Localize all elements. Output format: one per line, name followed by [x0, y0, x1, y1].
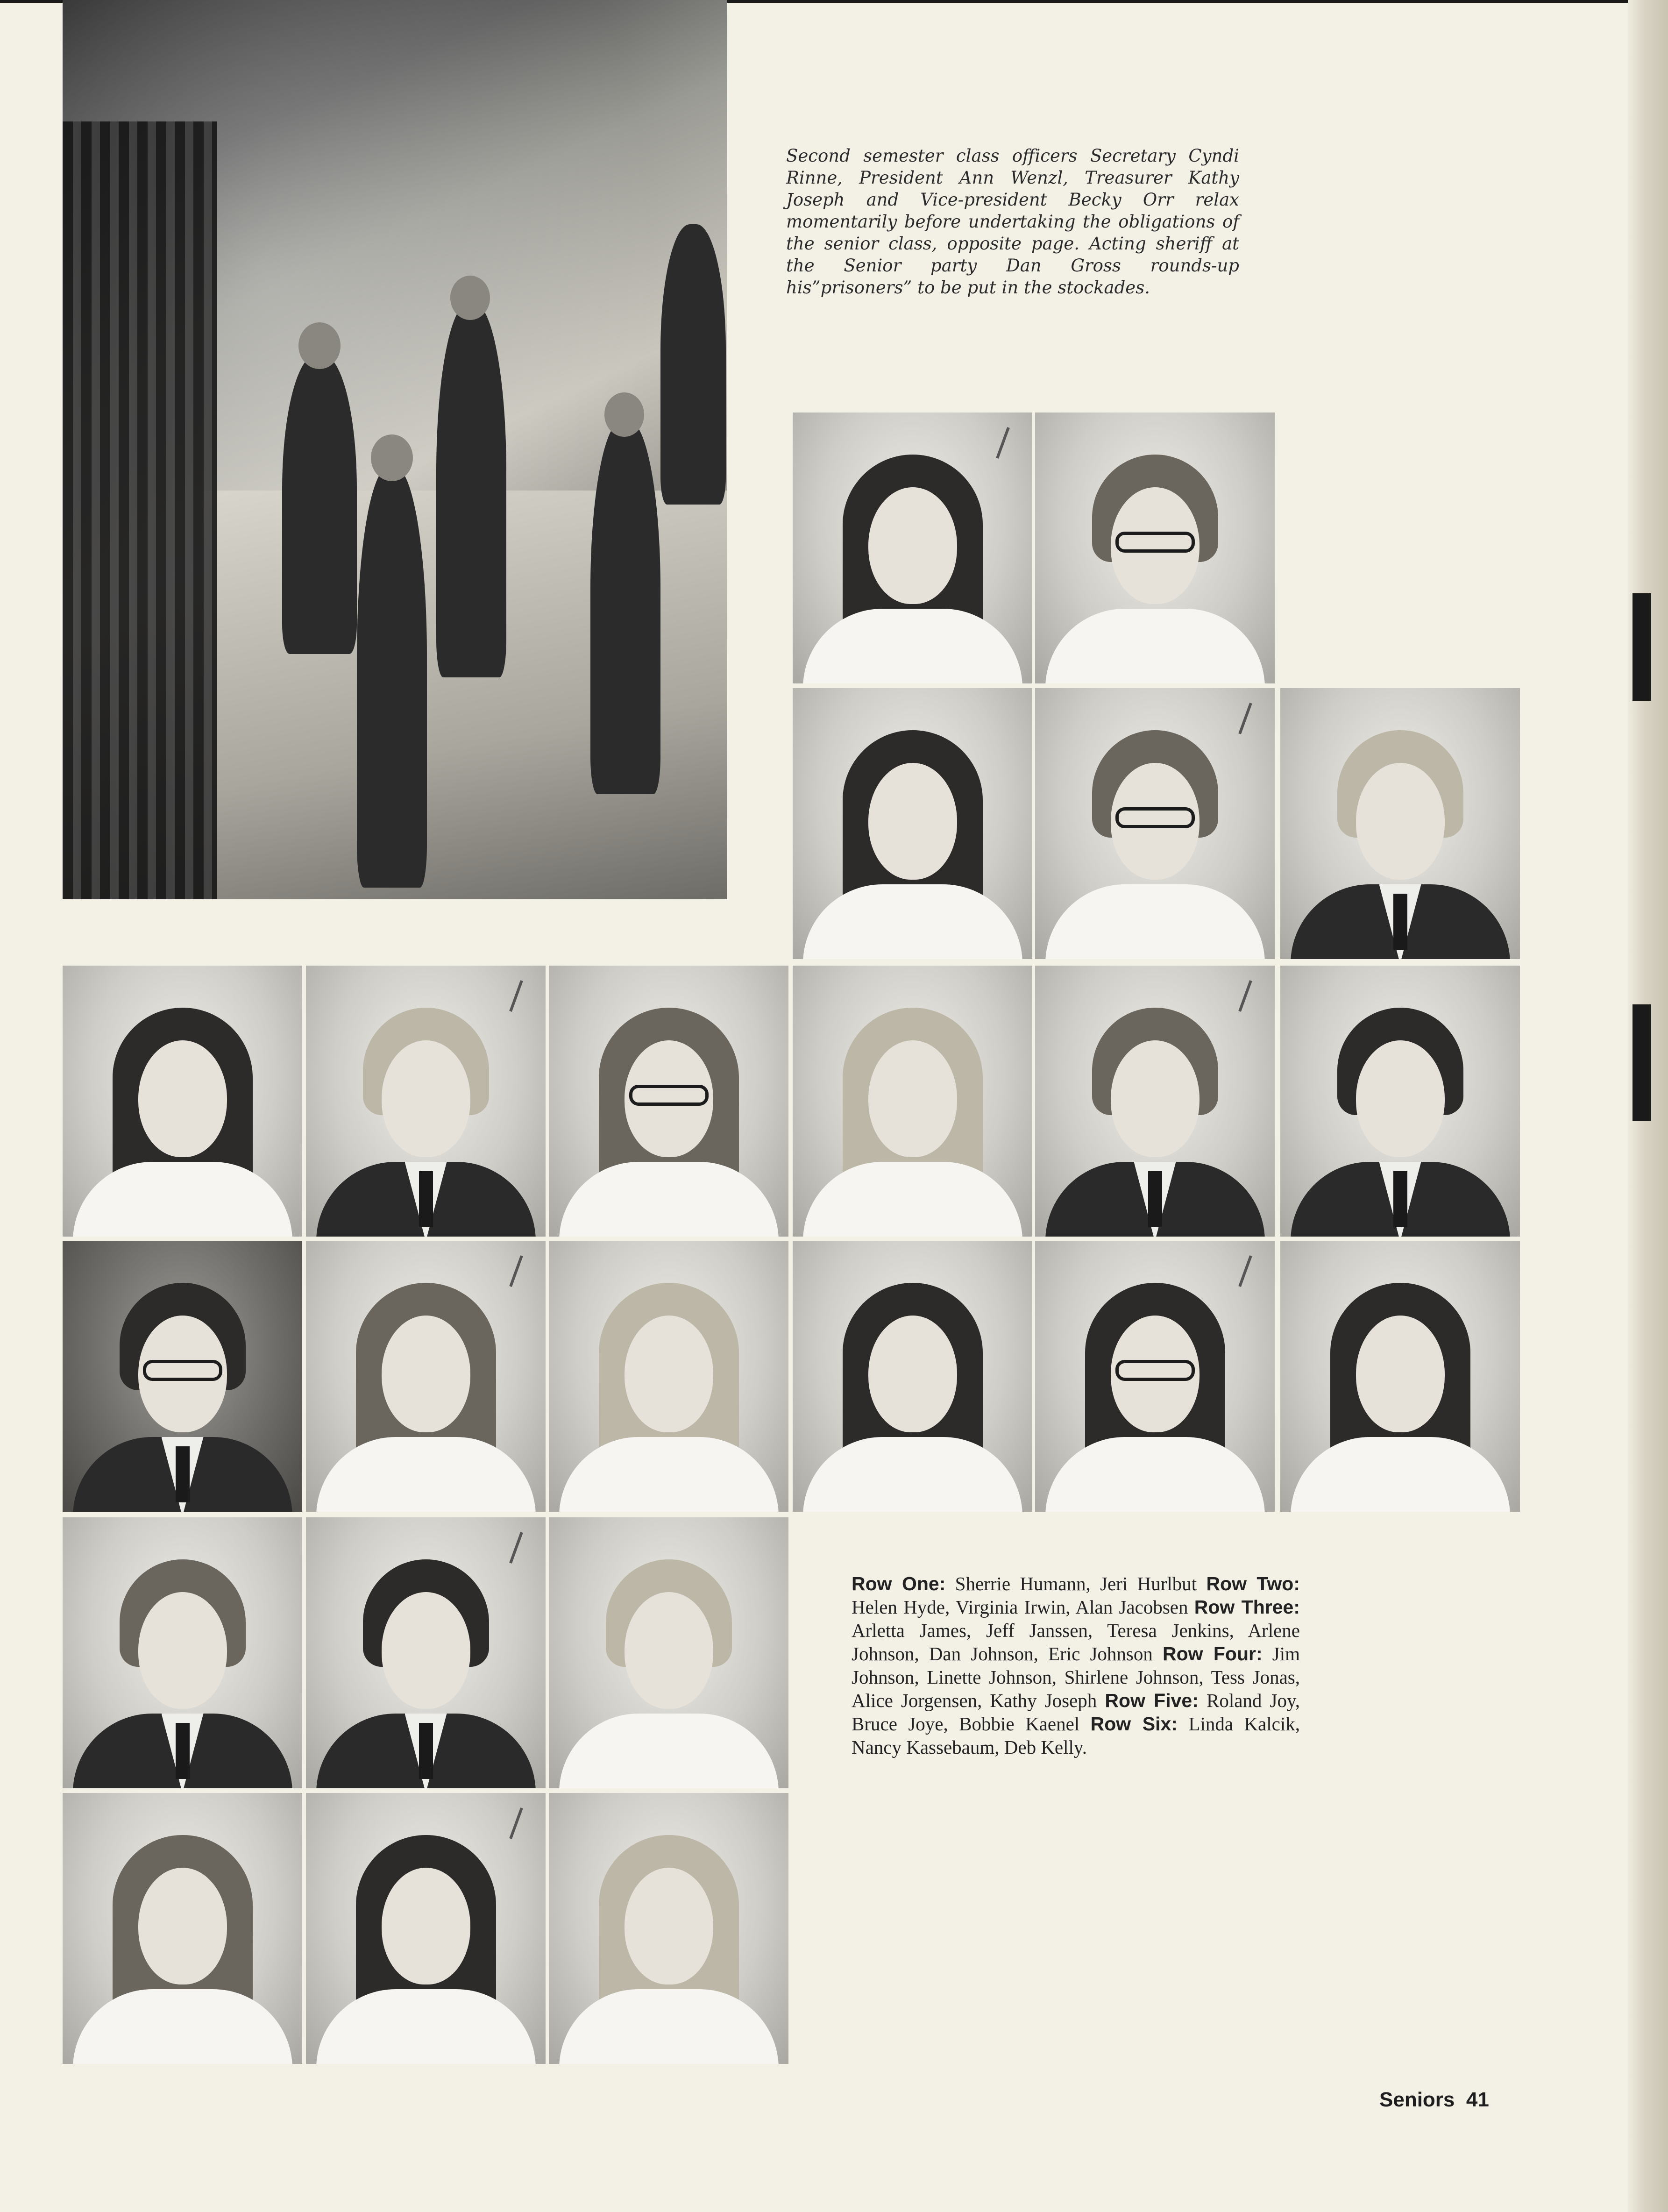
portrait-row6-2	[306, 1793, 546, 2064]
portrait-clothing	[1291, 1162, 1510, 1237]
portrait-row1-1	[793, 413, 1032, 683]
portrait-row3-2	[306, 966, 546, 1237]
photo-figure	[660, 224, 726, 505]
photo-caption: Second semester class officers Secretary Cyndi Rinne, President Ann Wenzl, Treasurer Kathy Joseph and Vice-president Becky Orr relax momentarily before undertaking the obligations of the senior class, opposite page. Acting sheriff at the Senior party Dan Gross rounds-up his”prisoners” to be put in the stockades.	[786, 146, 1239, 298]
portrait-clothing	[803, 1162, 1022, 1237]
portrait-row5-2	[306, 1517, 546, 1788]
portrait-clothing	[559, 1162, 779, 1237]
portrait-face	[382, 1316, 470, 1432]
edge-notch	[1633, 1004, 1651, 1121]
portrait-clothing	[1291, 1437, 1510, 1512]
roster-row-names: Roland Joy, Bruce Joye, Bobbie Kaenel	[852, 1690, 1300, 1735]
portrait-clothing	[559, 1437, 779, 1512]
photo-figure-head	[450, 276, 490, 320]
portrait-face	[625, 1592, 713, 1709]
page-number: 41	[1466, 2088, 1489, 2111]
portrait-clothing	[316, 1162, 536, 1237]
photo-figure	[590, 420, 660, 794]
check-mark	[1238, 980, 1252, 1012]
photo-figure	[282, 355, 357, 654]
roster-row-label: Row Six:	[1090, 1713, 1178, 1735]
name-roster	[852, 1572, 1300, 1759]
portrait-row4-1	[63, 1241, 302, 1512]
roster-row-names: Arletta James, Jeff Janssen, Teresa Jenkins, Arlene Johnson, Dan Johnson, Eric Johnson	[852, 1620, 1300, 1664]
portrait-clothing	[803, 1437, 1022, 1512]
portrait-face	[382, 1040, 470, 1157]
section-name: Seniors	[1379, 2088, 1455, 2111]
roster-row-names: Helen Hyde, Virginia Irwin, Alan Jacobsen	[852, 1596, 1188, 1618]
roster-row-names: Linda Kalcik, Nancy Kassebaum, Deb Kelly.	[852, 1713, 1300, 1758]
portrait-face	[868, 763, 957, 880]
senior-party-photo	[63, 0, 727, 899]
check-mark	[509, 1807, 523, 1839]
portrait-row2-1	[793, 688, 1032, 959]
check-mark	[509, 1532, 523, 1564]
check-mark	[996, 427, 1010, 459]
portrait-clothing	[1291, 884, 1510, 959]
portrait-face	[382, 1592, 470, 1709]
portrait-glasses	[1115, 807, 1195, 828]
portrait-face	[1356, 763, 1445, 880]
roster-row-label: Row One:	[852, 1573, 946, 1594]
portrait-clothing	[803, 609, 1022, 683]
check-mark	[509, 980, 523, 1012]
roster-row-label: Row Four:	[1163, 1643, 1263, 1664]
portrait-face	[868, 1316, 957, 1432]
portrait-row3-6	[1280, 966, 1520, 1237]
portrait-face	[138, 1592, 227, 1709]
roster-row-label: Row Two:	[1206, 1573, 1300, 1594]
portrait-face	[868, 1040, 957, 1157]
roster-row-label: Row Five:	[1105, 1690, 1199, 1711]
roster-row-names: Jim Johnson, Linette Johnson, Shirlene Johnson, Tess Jonas, Alice Jorgensen, Kathy Joseph	[852, 1643, 1300, 1711]
portrait-clothing	[316, 1989, 536, 2064]
check-mark	[509, 1255, 523, 1287]
portrait-face	[1356, 1040, 1445, 1157]
portrait-row6-1	[63, 1793, 302, 2064]
photo-figure-head	[298, 322, 341, 369]
portrait-row3-4	[793, 966, 1032, 1237]
portrait-glasses	[1115, 532, 1195, 553]
photo-figure	[357, 467, 427, 888]
portrait-clothing	[1045, 609, 1265, 683]
roster-row-label: Row Three:	[1194, 1596, 1300, 1618]
portrait-face	[1111, 1040, 1200, 1157]
portrait-face	[625, 1868, 713, 1984]
portrait-row2-3	[1280, 688, 1520, 959]
roster-row-names: Sherrie Humann, Jeri Hurlbut	[955, 1573, 1197, 1594]
portrait-clothing	[1045, 1437, 1265, 1512]
portrait-clothing	[73, 1437, 292, 1512]
portrait-clothing	[73, 1989, 292, 2064]
portrait-face	[1356, 1316, 1445, 1432]
portrait-row4-5	[1035, 1241, 1275, 1512]
portrait-clothing	[559, 1989, 779, 2064]
portrait-row6-3	[549, 1793, 788, 2064]
portrait-row4-2	[306, 1241, 546, 1512]
portrait-row4-3	[549, 1241, 788, 1512]
portrait-clothing	[73, 1714, 292, 1788]
photo-figure-head	[604, 392, 644, 437]
portrait-face	[138, 1868, 227, 1984]
photo-figure-head	[371, 434, 413, 481]
portrait-clothing	[559, 1714, 779, 1788]
portrait-glasses	[1115, 1360, 1195, 1381]
portrait-clothing	[316, 1714, 536, 1788]
portrait-clothing	[73, 1162, 292, 1237]
portrait-face	[138, 1040, 227, 1157]
portrait-clothing	[1045, 1162, 1265, 1237]
portrait-clothing	[803, 884, 1022, 959]
portrait-row3-5	[1035, 966, 1275, 1237]
check-mark	[1238, 703, 1252, 734]
page-folio	[1379, 2088, 1489, 2112]
edge-notch	[1633, 593, 1651, 701]
portrait-row5-3	[549, 1517, 788, 1788]
photo-figure	[436, 304, 506, 677]
portrait-face	[625, 1316, 713, 1432]
check-mark	[1238, 1255, 1252, 1287]
portrait-row3-3	[549, 966, 788, 1237]
portrait-row5-1	[63, 1517, 302, 1788]
portrait-glasses	[143, 1360, 222, 1381]
portrait-glasses	[629, 1085, 709, 1106]
portrait-face	[868, 487, 957, 604]
portrait-row4-4	[793, 1241, 1032, 1512]
portrait-row2-2	[1035, 688, 1275, 959]
portrait-row4-6	[1280, 1241, 1520, 1512]
portrait-clothing	[316, 1437, 536, 1512]
portrait-row3-1	[63, 966, 302, 1237]
photo-stockade	[63, 121, 217, 899]
portrait-row1-2	[1035, 413, 1275, 683]
page-binding-edge	[1628, 0, 1668, 2212]
portrait-clothing	[1045, 884, 1265, 959]
portrait-face	[382, 1868, 470, 1984]
